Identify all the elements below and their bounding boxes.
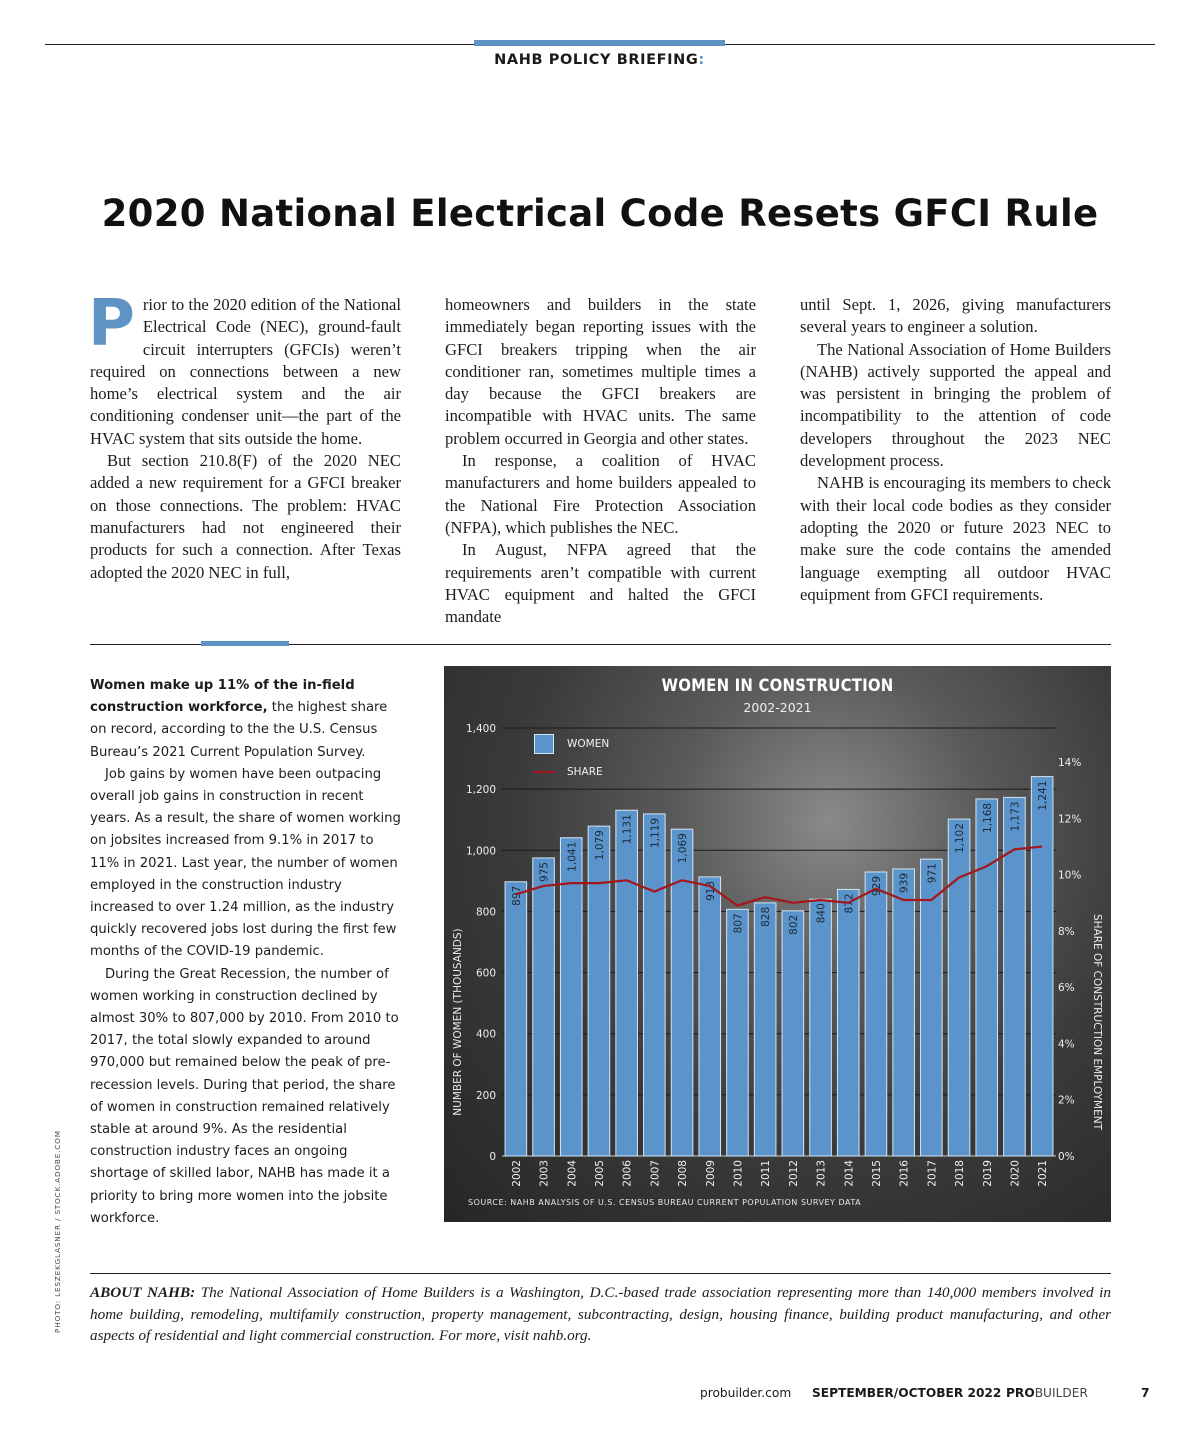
x-tick-label: 2007 — [649, 1160, 662, 1187]
article-paragraph: until Sept. 1, 2026, giving manufacturers several years to engineer a solution. — [800, 295, 1111, 337]
sidebar-text — [90, 675, 402, 1230]
x-tick-label: 2020 — [1009, 1160, 1022, 1187]
x-tick-label: 2009 — [704, 1160, 717, 1187]
bar-value-label: 897 — [510, 885, 523, 906]
bar-value-label: 1,079 — [593, 830, 606, 861]
bar-value-label: 1,168 — [981, 802, 994, 833]
bar — [810, 899, 832, 1156]
article-paragraph — [88, 287, 401, 450]
chart-subtitle: 2002-2021 — [743, 700, 812, 715]
divider-accent — [201, 641, 289, 646]
bar — [671, 829, 693, 1156]
bar-value-label: 975 — [538, 861, 551, 882]
footer-brand — [1006, 1386, 1088, 1400]
bar — [588, 826, 610, 1156]
y-right-tick-label: 8% — [1058, 925, 1075, 938]
bar-value-label: 828 — [760, 906, 773, 927]
article-paragraph: But section 210.8(F) of the 2020 NEC added a new requirement for a GFCI breaker on those connections. The problem: HVAC manufacturers had not engineered their products for such a connection. After Texas adopted the 2020 NEC in full, — [90, 451, 401, 582]
page-number: 7 — [1141, 1386, 1150, 1400]
x-tick-label: 2019 — [981, 1160, 994, 1187]
y-tick-label: 800 — [475, 906, 496, 919]
bar — [782, 911, 804, 1156]
bar — [948, 819, 970, 1156]
chart-source: SOURCE: NAHB ANALYSIS OF U.S. CENSUS BUREAU CURRENT POPULATION SURVEY DATA — [468, 1198, 862, 1207]
bar-value-label: 840 — [815, 903, 828, 924]
y-right-tick-label: 12% — [1058, 813, 1082, 826]
bar — [505, 882, 527, 1156]
about-label: ABOUT NAHB: — [90, 1284, 196, 1301]
y-right-tick-label: 6% — [1058, 982, 1075, 995]
y-tick-label: 0 — [489, 1151, 496, 1163]
y-right-tick-label: 10% — [1058, 869, 1082, 882]
x-tick-label: 2003 — [538, 1160, 551, 1187]
sidebar-paragraph — [90, 675, 402, 764]
bar — [921, 859, 943, 1156]
footer-issue-date: SEPTEMBER/OCTOBER 2022 — [812, 1386, 1002, 1400]
legend-share-label: SHARE — [567, 766, 603, 778]
bar-value-label: 1,241 — [1037, 780, 1050, 811]
legend-women-swatch — [534, 734, 554, 754]
article-title: 2020 National Electrical Code Resets GFCI Rule — [101, 192, 1099, 235]
y-tick-label: 600 — [475, 967, 496, 980]
y-tick-label: 1,200 — [465, 784, 496, 797]
bar — [699, 877, 721, 1156]
x-tick-label: 2015 — [870, 1160, 883, 1187]
y-right-tick-label: 4% — [1058, 1038, 1075, 1051]
bar-value-label: 939 — [898, 872, 911, 893]
sidebar-paragraph: Job gains by women have been outpacing overall job gains in construction in recent years. As a result, the share of women working on jobsites increased from 9.1% in 2017 to 11% in 2021. Last year, the number of women employed in the construction industry increased to over 1.24 million, as the industry quickly recovered jobs lost during the first few months of the COVID-19 pandemic. — [90, 766, 401, 960]
section-label-text: NAHB POLICY BRIEFING — [494, 52, 699, 68]
about-divider — [90, 1273, 1111, 1274]
bar — [727, 909, 749, 1156]
sidebar-paragraph: During the Great Recession, the number of women working in construction declined by almost 30% to 807,000 by 2010. From 2010 to 2017, the total slowly expanded to around 970,000 but remained below the peak of pre-recession levels. During that period, the share of women in construction remained relatively stable at around 9%. As the residential construction industry faces an ongoing shortage of skilled labor, NAHB has made it a priority to bring more women into the jobsite workforce. — [90, 966, 399, 1226]
x-tick-label: 2012 — [787, 1160, 800, 1187]
bar-value-label: 1,119 — [649, 817, 662, 848]
x-tick-label: 2005 — [593, 1160, 606, 1187]
bar — [893, 869, 915, 1156]
y-tick-label: 1,000 — [465, 845, 496, 858]
bar — [754, 903, 776, 1156]
footer-url: probuilder.com — [700, 1386, 792, 1400]
y-right-tick-label: 14% — [1058, 757, 1082, 770]
x-tick-label: 2013 — [815, 1160, 828, 1187]
article-column-3 — [800, 294, 1111, 606]
bar-value-label: 1,173 — [1009, 801, 1022, 832]
article-paragraph: NAHB is encouraging its members to check with their local code bodies as they consider adopting the 2020 or future 2023 NEC to make sure the code contains the amended language exempting all outdoor HVAC equipment from GFCI requirements. — [800, 473, 1111, 604]
bar — [533, 858, 555, 1156]
about-text: The National Association of Home Builders is a Washington, D.C.-based trade association representing more than 140,000 members involved in home building, remodeling, multifamily construction, property management, subcontracting, design, housing finance, building product manufacturing, and other aspects of residential and light commercial construction. For more, visit nahb.org. — [90, 1284, 1111, 1344]
x-tick-label: 2010 — [732, 1160, 745, 1187]
bar — [560, 838, 582, 1156]
y-right-tick-label: 2% — [1058, 1094, 1075, 1107]
women-in-construction-chart — [444, 666, 1111, 1222]
header-accent-bar — [474, 40, 725, 46]
bar-value-label: 802 — [787, 914, 800, 935]
section-label-colon: : — [698, 52, 705, 68]
x-tick-label: 2017 — [926, 1160, 939, 1187]
bar-value-label: 872 — [843, 893, 856, 914]
bar-value-label: 1,069 — [677, 833, 690, 864]
bar — [976, 799, 998, 1156]
bar-value-label: 1,131 — [621, 814, 634, 845]
y-tick-label: 400 — [475, 1028, 496, 1041]
article-text: rior to the 2020 edition of the National Electrical Code (NEC), ground-fault circuit interrupters (GFCIs) weren’t required on connections between a new home’s electrical system and the air conditioning condenser unit—the part of the HVAC system that sits outside the home. — [90, 295, 401, 448]
y-tick-label: 200 — [475, 1089, 496, 1102]
bar-value-label: 913 — [704, 880, 717, 901]
bar — [837, 889, 859, 1156]
brand-builder: BUILDER — [1034, 1386, 1088, 1400]
article-column-1 — [88, 287, 401, 584]
photo-credit: PHOTO: LESZEKGLASNER / STOCK.ADOBE.COM — [53, 1130, 62, 1333]
x-tick-label: 2008 — [677, 1160, 690, 1187]
article-paragraph: The National Association of Home Builders (NAHB) actively supported the appeal and was persistent in bringing the problem of incompatibility to the attention of code developers throughout the 2023 NEC development process. — [800, 339, 1111, 471]
article-paragraph: In response, a coalition of HVAC manufacturers and home builders appealed to the National Fire Protection Association (NFPA), which publishes the NEC. — [445, 451, 756, 537]
bar — [644, 814, 666, 1156]
bar-value-label: 929 — [870, 875, 883, 897]
article-column-2 — [445, 294, 756, 628]
x-tick-label: 2004 — [566, 1160, 579, 1187]
chart-title: WOMEN IN CONSTRUCTION — [661, 676, 894, 696]
drop-cap: P — [88, 287, 135, 361]
x-tick-label: 2014 — [843, 1160, 856, 1187]
bar-value-label: 807 — [732, 913, 745, 934]
brand-pro: PRO — [1006, 1386, 1035, 1400]
bar-value-label: 1,041 — [566, 841, 579, 872]
sidebar-lead-text: the highest share on record, according to the the U.S. Census Bureau’s 2021 Current Population Survey. — [90, 700, 388, 760]
x-tick-label: 2018 — [954, 1160, 967, 1187]
legend-women-label: WOMEN — [567, 738, 610, 750]
article-paragraph: homeowners and builders in the state immediately began reporting issues with the GFCI breakers tripping when the air conditioner ran, sometimes multiple times a day because the GFCI breakers are incompatible with HVAC units. The same problem occurred in Georgia and other states. — [445, 295, 756, 448]
bar — [865, 872, 887, 1156]
x-tick-label: 2011 — [760, 1160, 773, 1187]
y-tick-label: 1,400 — [465, 723, 496, 735]
sidebar-lead-bold: Women make up 11% of the in-field construction workforce, — [90, 678, 355, 716]
x-tick-label: 2016 — [898, 1160, 911, 1187]
article-paragraph: In August, NFPA agreed that the requirements aren’t compatible with current HVAC equipment and halted the GFCI mandate — [445, 540, 756, 627]
x-tick-label: 2006 — [621, 1160, 634, 1187]
bar — [1031, 777, 1053, 1156]
y-right-tick-label: 0% — [1058, 1151, 1075, 1163]
x-tick-label: 2002 — [510, 1160, 523, 1187]
bar — [1004, 797, 1026, 1156]
y-axis-label-left: NUMBER OF WOMEN (THOUSANDS) — [452, 928, 464, 1116]
about-nahb — [90, 1282, 1111, 1347]
legend-share-line — [533, 771, 555, 773]
x-tick-label: 2021 — [1037, 1160, 1050, 1187]
section-label — [474, 52, 725, 68]
y-axis-label-right: SHARE OF CONSTRUCTION EMPLOYMENT — [1091, 913, 1103, 1131]
bar-value-label: 1,102 — [954, 823, 967, 854]
bar-value-label: 971 — [926, 863, 939, 884]
bar — [616, 810, 638, 1156]
